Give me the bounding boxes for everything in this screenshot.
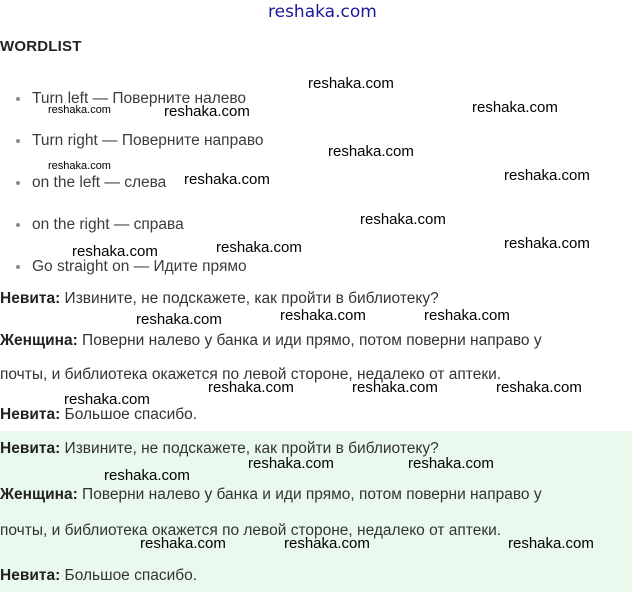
watermark: reshaka.com — [424, 307, 510, 324]
watermark: reshaka.com — [72, 243, 158, 260]
watermark: reshaka.com — [496, 379, 582, 396]
wordlist-item: Go straight on — Идите прямо — [16, 258, 247, 276]
watermark: reshaka.com — [104, 467, 190, 484]
dialogue-line: Невита: Большое спасибо. — [0, 406, 198, 423]
bullet-icon — [16, 97, 20, 101]
watermark: reshaka.com — [280, 307, 366, 324]
watermark: reshaka.com — [504, 167, 590, 184]
dialogue-line: Невита: Большое спасибо. — [0, 567, 198, 584]
watermark: reshaka.com — [352, 379, 438, 396]
bullet-icon — [16, 265, 20, 269]
watermark: reshaka.com — [308, 75, 394, 92]
watermark: reshaka.com — [328, 143, 414, 160]
watermark: reshaka.com — [48, 104, 111, 116]
watermark: reshaka.com — [184, 171, 270, 188]
watermark: reshaka.com — [472, 99, 558, 116]
watermark: reshaka.com — [164, 103, 250, 120]
wordlist-item: Turn left — Поверните налево — [16, 90, 246, 108]
dialogue-line: Женщина: Поверни налево у банка и иди прямо, потом поверни направо у — [0, 486, 542, 503]
bullet-icon — [16, 223, 20, 227]
wordlist-heading: WORDLIST — [0, 38, 82, 55]
dialogue-line: Невита: Извините, не подскажете, как пройти в библиотеку? — [0, 290, 439, 307]
watermark: reshaka.com — [208, 379, 294, 396]
bullet-icon — [16, 139, 20, 143]
watermark: reshaka.com — [504, 235, 590, 252]
dialogue-line: почты, и библиотека окажется по левой стороне, недалеко от аптеки. — [0, 522, 502, 539]
dialogue-line: почты, и библиотека окажется по левой стороне, недалеко от аптеки. — [0, 366, 502, 383]
watermark: reshaka.com — [360, 211, 446, 228]
dialogue-line: Женщина: Поверни налево у банка и иди прямо, потом поверни направо у — [0, 332, 542, 349]
wordlist-item: on the left — слева — [16, 174, 166, 192]
watermark: reshaka.com — [140, 535, 226, 552]
watermark: reshaka.com — [268, 2, 377, 22]
wordlist-item: Turn right — Поверните направо — [16, 132, 264, 150]
watermark: reshaka.com — [136, 311, 222, 328]
watermark: reshaka.com — [408, 455, 494, 472]
watermark: reshaka.com — [508, 535, 594, 552]
wordlist-item: on the right — справа — [16, 216, 184, 234]
watermark: reshaka.com — [284, 535, 370, 552]
watermark: reshaka.com — [216, 239, 302, 256]
dialogue-line: Невита: Извините, не подскажете, как пройти в библиотеку? — [0, 440, 439, 457]
bullet-icon — [16, 181, 20, 185]
watermark: reshaka.com — [248, 455, 334, 472]
watermark: reshaka.com — [48, 160, 111, 172]
watermark: reshaka.com — [64, 391, 150, 408]
